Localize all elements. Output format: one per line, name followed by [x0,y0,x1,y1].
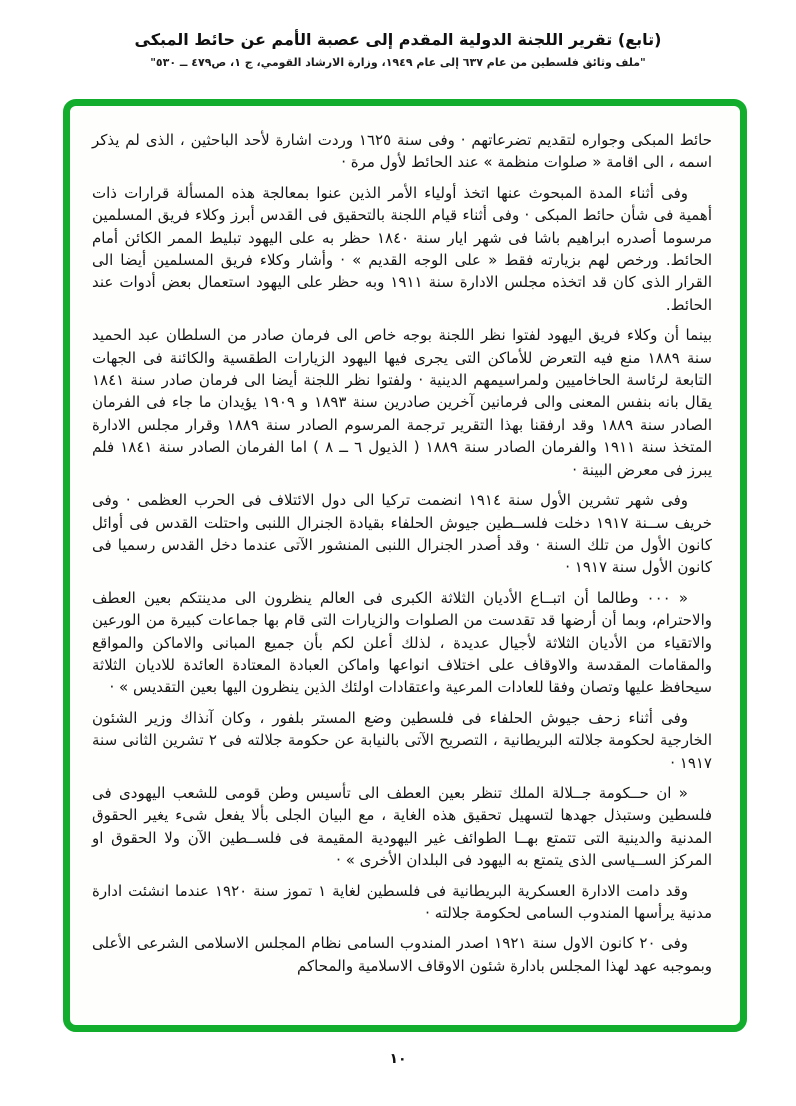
paragraph: وقد دامت الادارة العسكرية البريطانية فى فلسطين لغاية ١ تموز سنة ١٩٢٠ عندما انشئت ادارة مدنية يرأسها المندوب السامى لحكومة جلالته · [92,881,712,922]
paragraph: حائط المبكى وجواره لتقديم تضرعاتهم · وفى سنة ١٦٢٥ وردت اشارة لأحد الباحثين ، الذى لم يذكر اسمه ، الى اقامة « صلوات منظمة » عند الحائط لأول مرة · [92,131,712,172]
page-number: ١٠ [389,1051,407,1067]
paragraph: وفى أثناء المدة المبحوث عنها اتخذ أولياء الأمر الذين عنوا بمعالجة هذه المسألة قرارات ذات أهمية فى شأن حائط المبكى · وفى أثناء قيام اللجنة بالتحقيق فى القدس أبرز وكلاء فريق المسلمين مرسوما أصدره ابراهيم باشا فى شهر ايار سنة ١٨٤٠ حظر به على اليهود تبليط الممر الكائن أمام الحائط. ورخص لهم بزيارته فقط « على الوجه القديم » · وأشار وكلاء فريق المسلمين أيضا الى القرار الذى كان قد اتخذه مجلس الادارة سنة ١٩١١ وبه حظر على اليهود استعمال بعض أدوات عند الحائط. [92,183,712,314]
page-header [0,30,796,69]
green-border-frame [63,99,747,1032]
document-source-citation: "ملف وثائق فلسطين من عام ٦٣٧ إلى عام ١٩٤٩، وزارة الارشاد القومي، ج ١، ص٤٧٩ ــ ٥٣٠" [150,56,646,69]
paragraph-quote-allenby: « ٠٠٠ وطالما أن اتبــاع الأديان الثلاثة الكبرى فى العالم ينظرون الى مدينتكم بعين العطف والاحترام، وبما أن أرضها قد تقدست من الصلوات والزيارات التى قام بها جماعات كبيرة من الورعين والاتقياء من الأديان الثلاثة لأجيال عديدة ، لذلك أعلن لكم بأن جميع المبانى والاماكن والمواقع والمقامات المقدسة والاوقاف على اختلاف انواعها واماكن العبادة المعتادة العائدة للاديان الثلاثة سيحافظ عليها وتصان وفقا للعادات المرعية واعتقادات اولئك الذين ينظرون اليها بعين التقديس » · [92,588,712,697]
document-title: (تابع) تقرير اللجنة الدولية المقدم إلى عصبة الأمم عن حائط المبكى [134,30,662,49]
paragraph: وفى ٢٠ كانون الاول سنة ١٩٢١ اصدر المندوب السامى نظام المجلس الاسلامى الشرعى الأعلى وبموجبه عهد لهذا المجلس بادارة شئون الاوقاف الاسلامية والمحاكم [92,934,712,975]
paragraph-quote-balfour: « ان حــكومة جــلالة الملك تنظر بعين العطف الى تأسيس وطن قومى للشعب اليهودى فى فلسطين وستبذل جهدها لتسهيل تحقيق هذه الغاية ، مع البيان الجلى بألا يفعل شىء يغير الحقوق المدنية والدينية التى تتمتع بهــا الطوائف غير اليهودية المقيمة فى فلســطين الآن ولا الحقوق او المركز الســياسى الذى يتمتع به اليهود فى البلدان الأخرى » · [92,783,712,870]
paragraph: وفى أثناء زحف جيوش الحلفاء فى فلسطين وضع المستر بلفور ، وكان آنذاك وزير الشئون الخارجية لحكومة جلالته البريطانية ، التصريح الآتى بالنيابة عن حكومة جلالته فى ٢ تشرين الثانى سنة ١٩١٧ · [92,708,712,772]
paragraph: بينما أن وكلاء فريق اليهود لفتوا نظر اللجنة بوجه خاص الى فرمان صادر من السلطان عبد الحميد سنة ١٨٨٩ منع فيه التعرض للأماكن التى يجرى فيها اليهود الزيارات الطقسية والكائنة فى الجهات التابعة لرئاسة الحاخاميين ولمراسيمهم الدينية · ولفتوا نظر اللجنة أيضا الى فرمان صادر سنة ١٨٤١ يقال بانه بنفس المعنى والى فرمانين آخرين صادرين سنة ١٨٩٣ و ١٩٠٩ يؤيدان ما جاء فى الفرمان الصادر سنة ١٨٨٩ وقد ارفقنا بهذا التقرير ترجمة المرسوم الصادر سنة ١٨٨٩ وقرار مجلس الادارة المتخذ سنة ١٩١١ والفرمان الصادر سنة ١٨٨٩ ( الذيول ٦ ــ ٨ ) اما الفرمان الصادر سنة ١٨٤١ فلم يبرز فى معرض البينة · [92,326,713,479]
document-body [92,129,712,985]
paragraph: وفى شهر تشرين الأول سنة ١٩١٤ انضمت تركيا الى دول الائتلاف فى الحرب العظمى · وفى خريف ســنة ١٩١٧ دخلت فلســطين جيوش الحلفاء بقيادة الجنرال اللنبى واحتلت القدس فى أوائل كانون الأول من تلك السنة · وقد أصدر الجنرال اللنبى المنشور الآتى عندما دخل القدس رسميا فى كانون الأول سنة ١٩١٧ · [92,491,712,577]
